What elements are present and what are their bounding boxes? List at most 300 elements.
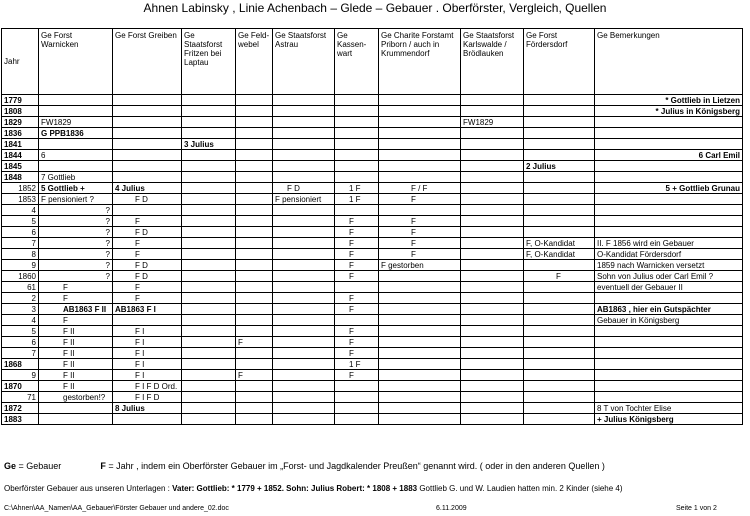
table-cell bbox=[595, 348, 743, 359]
table-cell bbox=[524, 172, 595, 183]
legend-ge-key: Ge bbox=[4, 461, 17, 471]
table-cell: F bbox=[335, 227, 379, 238]
table-cell: 2 Julius bbox=[524, 161, 595, 172]
table-row bbox=[2, 183, 743, 194]
table-cell bbox=[182, 315, 236, 326]
table-cell bbox=[273, 238, 335, 249]
column-header: Ge Forst Warnicken bbox=[39, 29, 113, 95]
table-cell bbox=[39, 414, 113, 425]
table-cell bbox=[595, 172, 743, 183]
table-cell bbox=[595, 337, 743, 348]
table-cell bbox=[182, 414, 236, 425]
table-cell bbox=[524, 227, 595, 238]
table-cell: FW1829 bbox=[461, 117, 524, 128]
year-cell: 1870 bbox=[2, 381, 39, 392]
table-cell bbox=[236, 315, 273, 326]
year-cell: 1836 bbox=[2, 128, 39, 139]
table-cell bbox=[461, 315, 524, 326]
table-cell: 6 Carl Emil bbox=[595, 150, 743, 161]
table-cell: F II bbox=[39, 348, 113, 359]
table-cell bbox=[113, 139, 182, 150]
table-cell bbox=[461, 326, 524, 337]
year-cell: 3 bbox=[2, 304, 39, 315]
year-cell: 1808 bbox=[2, 106, 39, 117]
table-cell bbox=[461, 337, 524, 348]
table-cell bbox=[39, 403, 113, 414]
table-cell: ? bbox=[39, 205, 113, 216]
column-header: Ge Forst Fördersdorf bbox=[524, 29, 595, 95]
table-cell: F bbox=[379, 227, 461, 238]
table-cell bbox=[182, 205, 236, 216]
table-cell bbox=[182, 249, 236, 260]
table-cell bbox=[236, 282, 273, 293]
table-cell bbox=[182, 260, 236, 271]
table-cell bbox=[113, 414, 182, 425]
table-cell: F bbox=[335, 337, 379, 348]
table-cell bbox=[113, 128, 182, 139]
table-cell bbox=[113, 117, 182, 128]
table-cell: ? bbox=[39, 227, 113, 238]
table-cell bbox=[595, 216, 743, 227]
table-cell bbox=[39, 95, 113, 106]
table-cell bbox=[461, 150, 524, 161]
table-cell bbox=[379, 271, 461, 282]
table-cell bbox=[182, 392, 236, 403]
table-cell bbox=[182, 271, 236, 282]
table-cell: + Julius Königsberg bbox=[595, 414, 743, 425]
table-cell bbox=[182, 172, 236, 183]
table-cell bbox=[524, 348, 595, 359]
table-cell: 5 + Gottlieb Grunau bbox=[595, 183, 743, 194]
table-cell bbox=[273, 282, 335, 293]
table-cell bbox=[113, 95, 182, 106]
table-row bbox=[2, 227, 743, 238]
table-cell bbox=[273, 326, 335, 337]
page-title: Ahnen Labinsky , Linie Achenbach – Glede – Gebauer . Oberförster, Vergleich, Quellen bbox=[143, 1, 607, 15]
year-cell: 1872 bbox=[2, 403, 39, 414]
table-cell bbox=[595, 381, 743, 392]
table-row bbox=[2, 238, 743, 249]
table-cell: AB1863 F II bbox=[39, 304, 113, 315]
table-cell bbox=[379, 359, 461, 370]
table-cell bbox=[524, 139, 595, 150]
table-cell bbox=[461, 260, 524, 271]
table-cell bbox=[524, 392, 595, 403]
table-row bbox=[2, 392, 743, 403]
table-cell bbox=[273, 293, 335, 304]
table-cell bbox=[524, 359, 595, 370]
table-cell: F I F D Ord. bbox=[113, 381, 182, 392]
table-cell bbox=[461, 293, 524, 304]
table-row bbox=[2, 117, 743, 128]
table-cell bbox=[379, 128, 461, 139]
table-cell: F I F D bbox=[113, 392, 182, 403]
table-cell bbox=[236, 271, 273, 282]
table-cell bbox=[273, 139, 335, 150]
table-cell bbox=[182, 106, 236, 117]
year-cell: 1860 bbox=[2, 271, 39, 282]
table-cell bbox=[182, 95, 236, 106]
table-cell bbox=[335, 381, 379, 392]
table-cell: G PPB1836 bbox=[39, 128, 113, 139]
table-cell bbox=[335, 106, 379, 117]
table-cell bbox=[335, 150, 379, 161]
table-cell: F / F bbox=[379, 183, 461, 194]
table-cell bbox=[273, 260, 335, 271]
year-cell: 8 bbox=[2, 249, 39, 260]
table-cell bbox=[461, 194, 524, 205]
table-row bbox=[2, 282, 743, 293]
table-cell bbox=[236, 216, 273, 227]
table-row bbox=[2, 128, 743, 139]
table-cell: F bbox=[39, 282, 113, 293]
table-cell bbox=[236, 128, 273, 139]
table-cell bbox=[335, 95, 379, 106]
table-cell bbox=[461, 227, 524, 238]
table-cell: F bbox=[39, 293, 113, 304]
table-cell bbox=[595, 128, 743, 139]
year-cell: 4 bbox=[2, 205, 39, 216]
table-row bbox=[2, 216, 743, 227]
table-cell bbox=[236, 293, 273, 304]
table-cell: F bbox=[113, 216, 182, 227]
footer-date: 6.11.2009 bbox=[436, 505, 467, 512]
year-cell: 1829 bbox=[2, 117, 39, 128]
table-cell bbox=[236, 194, 273, 205]
table-cell: F bbox=[39, 315, 113, 326]
table-cell bbox=[595, 194, 743, 205]
table-cell bbox=[379, 315, 461, 326]
table-cell bbox=[236, 359, 273, 370]
table-cell bbox=[379, 403, 461, 414]
footer-path: C:\Ahnen\AA_Namen\AA_Gebauer\Förster Gebauer und andere_02.doc bbox=[4, 505, 229, 512]
table-cell bbox=[524, 128, 595, 139]
year-cell: 7 bbox=[2, 238, 39, 249]
table-cell bbox=[236, 227, 273, 238]
table-cell bbox=[461, 139, 524, 150]
table-row bbox=[2, 370, 743, 381]
table-cell bbox=[524, 117, 595, 128]
table-cell bbox=[273, 172, 335, 183]
table-cell bbox=[113, 315, 182, 326]
table-cell bbox=[273, 216, 335, 227]
table-cell bbox=[595, 370, 743, 381]
table-cell bbox=[236, 381, 273, 392]
table-cell bbox=[595, 392, 743, 403]
table-row bbox=[2, 293, 743, 304]
table-cell bbox=[182, 238, 236, 249]
table-cell: F bbox=[236, 370, 273, 381]
table-cell: F bbox=[335, 249, 379, 260]
note-bold: Vater: Gottlieb: * 1779 + 1852. Sohn: Julius Robert: * 1808 + 1883 bbox=[169, 484, 418, 493]
table-cell: Sohn von Julius oder Carl Emil ? bbox=[595, 271, 743, 282]
table-cell: F bbox=[335, 370, 379, 381]
table-cell: 6 bbox=[39, 150, 113, 161]
table-cell bbox=[273, 370, 335, 381]
table-cell bbox=[461, 238, 524, 249]
table-cell bbox=[379, 326, 461, 337]
table-cell bbox=[461, 106, 524, 117]
table-cell: 5 Gottlieb + bbox=[39, 183, 113, 194]
table-cell bbox=[182, 304, 236, 315]
table-cell bbox=[236, 392, 273, 403]
year-cell: 1853 bbox=[2, 194, 39, 205]
table-row bbox=[2, 381, 743, 392]
table-row bbox=[2, 106, 743, 117]
table-cell: F I bbox=[113, 348, 182, 359]
table-cell bbox=[273, 117, 335, 128]
table-cell bbox=[379, 172, 461, 183]
table-cell: ? bbox=[39, 238, 113, 249]
year-cell: 6 bbox=[2, 227, 39, 238]
table-cell bbox=[379, 304, 461, 315]
year-cell: 4 bbox=[2, 315, 39, 326]
table-cell bbox=[273, 249, 335, 260]
table-cell bbox=[335, 414, 379, 425]
table-cell bbox=[182, 183, 236, 194]
table-cell bbox=[461, 271, 524, 282]
table-body bbox=[2, 95, 743, 425]
table-cell bbox=[461, 183, 524, 194]
table-cell bbox=[461, 414, 524, 425]
table-cell: F gestorben bbox=[379, 260, 461, 271]
table-cell bbox=[335, 403, 379, 414]
table-cell: F D bbox=[113, 271, 182, 282]
table-row bbox=[2, 326, 743, 337]
table-cell: F II bbox=[39, 337, 113, 348]
table-cell: ? bbox=[39, 249, 113, 260]
table-cell bbox=[335, 128, 379, 139]
table-cell bbox=[461, 403, 524, 414]
table-cell bbox=[335, 161, 379, 172]
table-cell: F II bbox=[39, 359, 113, 370]
table-cell bbox=[273, 348, 335, 359]
table-cell bbox=[335, 282, 379, 293]
table-cell bbox=[236, 150, 273, 161]
table-cell bbox=[524, 106, 595, 117]
table-cell: F bbox=[335, 348, 379, 359]
year-cell: 1848 bbox=[2, 172, 39, 183]
table-cell bbox=[379, 95, 461, 106]
table-cell bbox=[113, 161, 182, 172]
year-cell: 1868 bbox=[2, 359, 39, 370]
table-cell bbox=[236, 161, 273, 172]
table-row bbox=[2, 194, 743, 205]
table-cell bbox=[182, 293, 236, 304]
table-cell: F D bbox=[113, 194, 182, 205]
table-cell: Gebauer in Königsberg bbox=[595, 315, 743, 326]
table-row bbox=[2, 403, 743, 414]
table-cell bbox=[524, 370, 595, 381]
table-cell bbox=[182, 117, 236, 128]
year-cell: 1844 bbox=[2, 150, 39, 161]
table-cell bbox=[182, 227, 236, 238]
table-cell bbox=[335, 172, 379, 183]
table-cell bbox=[379, 414, 461, 425]
table-cell bbox=[595, 139, 743, 150]
table-cell bbox=[236, 95, 273, 106]
table-cell: 7 Gottlieb bbox=[39, 172, 113, 183]
table-cell bbox=[524, 282, 595, 293]
table-cell: F II bbox=[39, 381, 113, 392]
table-cell bbox=[182, 216, 236, 227]
table-cell bbox=[524, 194, 595, 205]
table-row bbox=[2, 304, 743, 315]
table-cell bbox=[182, 150, 236, 161]
year-cell: 71 bbox=[2, 392, 39, 403]
table-cell bbox=[273, 106, 335, 117]
table-cell bbox=[335, 139, 379, 150]
summary-note bbox=[4, 484, 623, 493]
table-cell: F bbox=[113, 238, 182, 249]
table-cell bbox=[273, 403, 335, 414]
table-row bbox=[2, 139, 743, 150]
table-cell bbox=[524, 326, 595, 337]
table-cell bbox=[524, 304, 595, 315]
footer-page: Seite 1 von 2 bbox=[676, 505, 717, 512]
table-cell bbox=[595, 205, 743, 216]
table-cell: F bbox=[379, 238, 461, 249]
table-cell bbox=[461, 304, 524, 315]
table-cell bbox=[379, 117, 461, 128]
table-cell bbox=[273, 271, 335, 282]
table-cell: F I bbox=[113, 326, 182, 337]
table-cell bbox=[273, 414, 335, 425]
column-header: Ge Feld-webel bbox=[236, 29, 273, 95]
table-cell bbox=[335, 392, 379, 403]
table-cell bbox=[236, 414, 273, 425]
year-cell: 5 bbox=[2, 326, 39, 337]
table-cell bbox=[236, 260, 273, 271]
table-cell bbox=[524, 205, 595, 216]
table-row bbox=[2, 337, 743, 348]
table-cell bbox=[273, 95, 335, 106]
table-row bbox=[2, 414, 743, 425]
year-cell: 1852 bbox=[2, 183, 39, 194]
table-cell bbox=[524, 216, 595, 227]
year-cell: 7 bbox=[2, 348, 39, 359]
table-cell bbox=[595, 161, 743, 172]
table-cell bbox=[461, 392, 524, 403]
table-cell: II. F 1856 wird ein Gebauer bbox=[595, 238, 743, 249]
table-cell bbox=[236, 238, 273, 249]
table-cell bbox=[273, 392, 335, 403]
table-cell bbox=[379, 161, 461, 172]
table-cell bbox=[273, 128, 335, 139]
year-cell: 61 bbox=[2, 282, 39, 293]
table-cell: F II bbox=[39, 326, 113, 337]
table-cell bbox=[273, 161, 335, 172]
table-cell bbox=[335, 315, 379, 326]
table-cell: F bbox=[335, 293, 379, 304]
table-cell bbox=[524, 293, 595, 304]
table-cell bbox=[524, 414, 595, 425]
table-cell bbox=[595, 359, 743, 370]
table-cell: F I bbox=[113, 359, 182, 370]
table-cell bbox=[379, 139, 461, 150]
note-suffix: Gottlieb G. und W. Laudien hatten min. 2 Kinder (siehe 4) bbox=[417, 484, 623, 493]
table-cell bbox=[273, 381, 335, 392]
column-header: Ge Bemerkungen bbox=[595, 29, 743, 95]
year-cell: 1883 bbox=[2, 414, 39, 425]
table-cell bbox=[461, 161, 524, 172]
year-cell: 5 bbox=[2, 216, 39, 227]
oberfoerster-table bbox=[1, 28, 743, 425]
table-cell bbox=[273, 205, 335, 216]
table-row bbox=[2, 249, 743, 260]
table-cell bbox=[182, 282, 236, 293]
table-cell bbox=[236, 326, 273, 337]
table-cell: F bbox=[113, 249, 182, 260]
table-cell bbox=[273, 150, 335, 161]
table-cell bbox=[524, 260, 595, 271]
table-cell: ? bbox=[39, 271, 113, 282]
table-row bbox=[2, 161, 743, 172]
table-cell: * Julius in Königsberg bbox=[595, 106, 743, 117]
table-cell: F pensioniert bbox=[273, 194, 335, 205]
table-cell bbox=[113, 172, 182, 183]
table-cell bbox=[236, 172, 273, 183]
table-cell bbox=[273, 304, 335, 315]
table-cell: F I bbox=[113, 370, 182, 381]
table-cell bbox=[595, 117, 743, 128]
table-cell bbox=[335, 205, 379, 216]
year-cell: 9 bbox=[2, 260, 39, 271]
table-cell: O-Kandidat Fördersdorf bbox=[595, 249, 743, 260]
table-cell bbox=[379, 282, 461, 293]
table-cell bbox=[236, 183, 273, 194]
table-row bbox=[2, 359, 743, 370]
table-cell: F bbox=[379, 216, 461, 227]
table-cell: F bbox=[335, 238, 379, 249]
table-cell bbox=[236, 403, 273, 414]
table-cell bbox=[595, 227, 743, 238]
table-cell: * Gottlieb in Lietzen bbox=[595, 95, 743, 106]
column-header: Ge Charite Forstamt Priborn / auch in Krummendorf bbox=[379, 29, 461, 95]
table-cell bbox=[524, 381, 595, 392]
table-cell: 1 F bbox=[335, 359, 379, 370]
table-cell: F bbox=[335, 216, 379, 227]
table-cell: AB1863 F I bbox=[113, 304, 182, 315]
table-cell: F bbox=[379, 249, 461, 260]
table-cell bbox=[461, 128, 524, 139]
table-cell bbox=[379, 106, 461, 117]
table-row bbox=[2, 205, 743, 216]
table-cell bbox=[379, 392, 461, 403]
table-cell bbox=[524, 150, 595, 161]
table-cell: F bbox=[335, 271, 379, 282]
table-cell: F II bbox=[39, 370, 113, 381]
table-cell: eventuell der Gebauer II bbox=[595, 282, 743, 293]
column-header: Ge Staatsforst Fritzen bei Laptau bbox=[182, 29, 236, 95]
table-cell bbox=[595, 326, 743, 337]
table-cell: F bbox=[335, 260, 379, 271]
table-row bbox=[2, 260, 743, 271]
note-prefix: Oberförster Gebauer aus unseren Unterlagen : bbox=[4, 484, 170, 493]
table-cell bbox=[182, 326, 236, 337]
table-cell bbox=[335, 117, 379, 128]
table-cell bbox=[379, 205, 461, 216]
table-cell bbox=[524, 337, 595, 348]
table-cell bbox=[39, 139, 113, 150]
table-cell bbox=[273, 315, 335, 326]
legend-ge-text: = Gebauer bbox=[16, 461, 62, 471]
table-cell bbox=[524, 95, 595, 106]
table-cell bbox=[461, 359, 524, 370]
table-cell: F I bbox=[113, 337, 182, 348]
table-cell bbox=[182, 128, 236, 139]
header-row bbox=[2, 29, 743, 95]
